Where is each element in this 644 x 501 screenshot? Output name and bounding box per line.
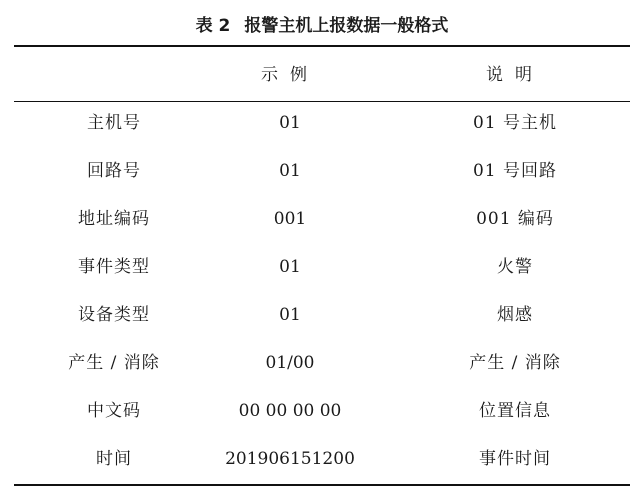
example-cell: 01 xyxy=(279,305,301,325)
table-number: 表 2 xyxy=(195,16,231,36)
example-cell: 01 xyxy=(279,257,301,277)
description-cell: 001 编码 xyxy=(476,209,554,229)
description-cell: 烟感 xyxy=(497,305,533,325)
header-rule xyxy=(14,101,630,102)
description-cell: 位置信息 xyxy=(479,401,551,421)
example-cell: 01 xyxy=(279,161,301,181)
description-cell: 01 号主机 xyxy=(472,113,558,133)
description-cell: 事件时间 xyxy=(479,449,551,469)
description-cell: 火警 xyxy=(497,257,533,277)
header-cell-description: 说明 xyxy=(486,65,544,85)
table-row xyxy=(14,300,630,330)
table-row xyxy=(14,396,630,426)
bottom-rule xyxy=(14,484,630,486)
table-row xyxy=(14,204,630,234)
example-cell: 201906151200 xyxy=(225,449,355,469)
field-name-cell: 地址编码 xyxy=(78,209,150,229)
table-title: 报警主机上报数据一般格式 xyxy=(244,16,449,36)
example-cell: 001 xyxy=(273,209,307,229)
field-name-cell: 时间 xyxy=(96,449,132,469)
field-name-cell: 产生 / 消除 xyxy=(68,353,160,373)
field-name-cell: 中文码 xyxy=(87,401,141,421)
table-row xyxy=(14,252,630,282)
example-cell: 01/00 xyxy=(265,353,315,373)
table-row xyxy=(14,156,630,186)
description-cell: 产生 / 消除 xyxy=(469,353,561,373)
table-row xyxy=(14,108,630,138)
table-row xyxy=(14,348,630,378)
header-cell-example: 示例 xyxy=(261,65,319,85)
example-cell: 00 00 00 00 xyxy=(238,401,342,421)
table-header-row xyxy=(14,60,630,90)
top-rule xyxy=(14,45,630,47)
field-name-cell: 事件类型 xyxy=(78,257,150,277)
table-caption xyxy=(0,14,644,38)
example-cell: 01 xyxy=(279,113,301,133)
field-name-cell: 设备类型 xyxy=(78,305,150,325)
field-name-cell: 回路号 xyxy=(87,161,141,181)
description-cell: 01 号回路 xyxy=(472,161,558,181)
table-row xyxy=(14,444,630,474)
field-name-cell: 主机号 xyxy=(87,113,141,133)
